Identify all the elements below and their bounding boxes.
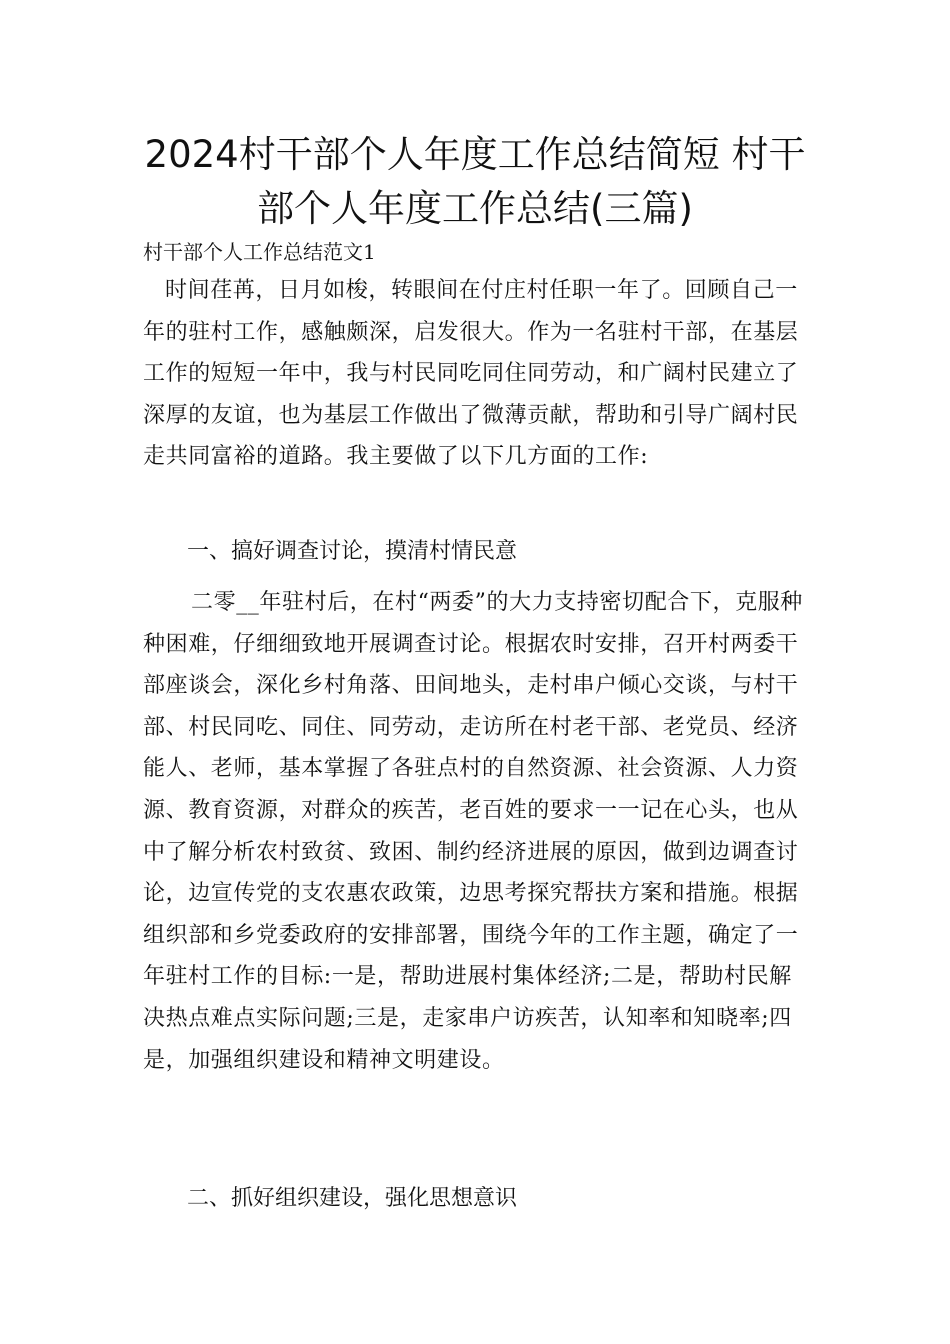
paragraph-investigation: 二零__年驻村后，在村“两委”的大力支持密切配合下，克服种种困难，仔细细致地开展调查讨论。根据农时安排，召开村两委干部座谈会，深化乡村角落、田间地头，走村串户倾心交谈，与村干部、村民同吃、同住、同劳动，走访所在村老干部、老党员、经济能人、老师，基本掌握了各驻点村的自然资源、社会资源、人力资源、教育资源，对群众的疾苦，老百姓的要求一一记在心头，也从中了解分析农村致贫、致困、制约经济进展的原因，做到边调查讨论，边宣传党的支农惠农政策，边思考探究帮扶方案和措施。根据组织部和乡党委政府的安排部署，围绕今年的工作主题，确定了一年驻村工作的目标:一是，帮助进展村集体经济;二是，帮助村民解决热点难点实际问题;三是，走家串户访疾苦，认知率和知晓率;四是，加强组织建设和精神文明建设。 (143, 590, 803, 1073)
body-section-2 (143, 582, 807, 1081)
section-heading-1: 一、搞好调查讨论，摸清村情民意 (187, 539, 518, 564)
paragraph-intro: 时间荏苒，日月如梭，转眼间在付庄村任职一年了。回顾自己一年的驻村工作，感触颇深，启发很大。作为一名驻村干部，在基层工作的短短一年中，我与村民同吃同住同劳动，和广阔村民建立了深厚的友谊，也为基层工作做出了微薄贡献，帮助和引导广阔村民走共同富裕的道路。我主要做了以下几方面的工作: (143, 278, 799, 470)
body-section-1 (143, 270, 807, 478)
document-subtitle: 村干部个人工作总结范文1 (143, 240, 376, 264)
document-title: 2024村干部个人年度工作总结简短 村干部个人年度工作总结(三篇) (144, 133, 806, 230)
section-heading-2: 二、抓好组织建设，强化思想意识 (187, 1186, 518, 1211)
